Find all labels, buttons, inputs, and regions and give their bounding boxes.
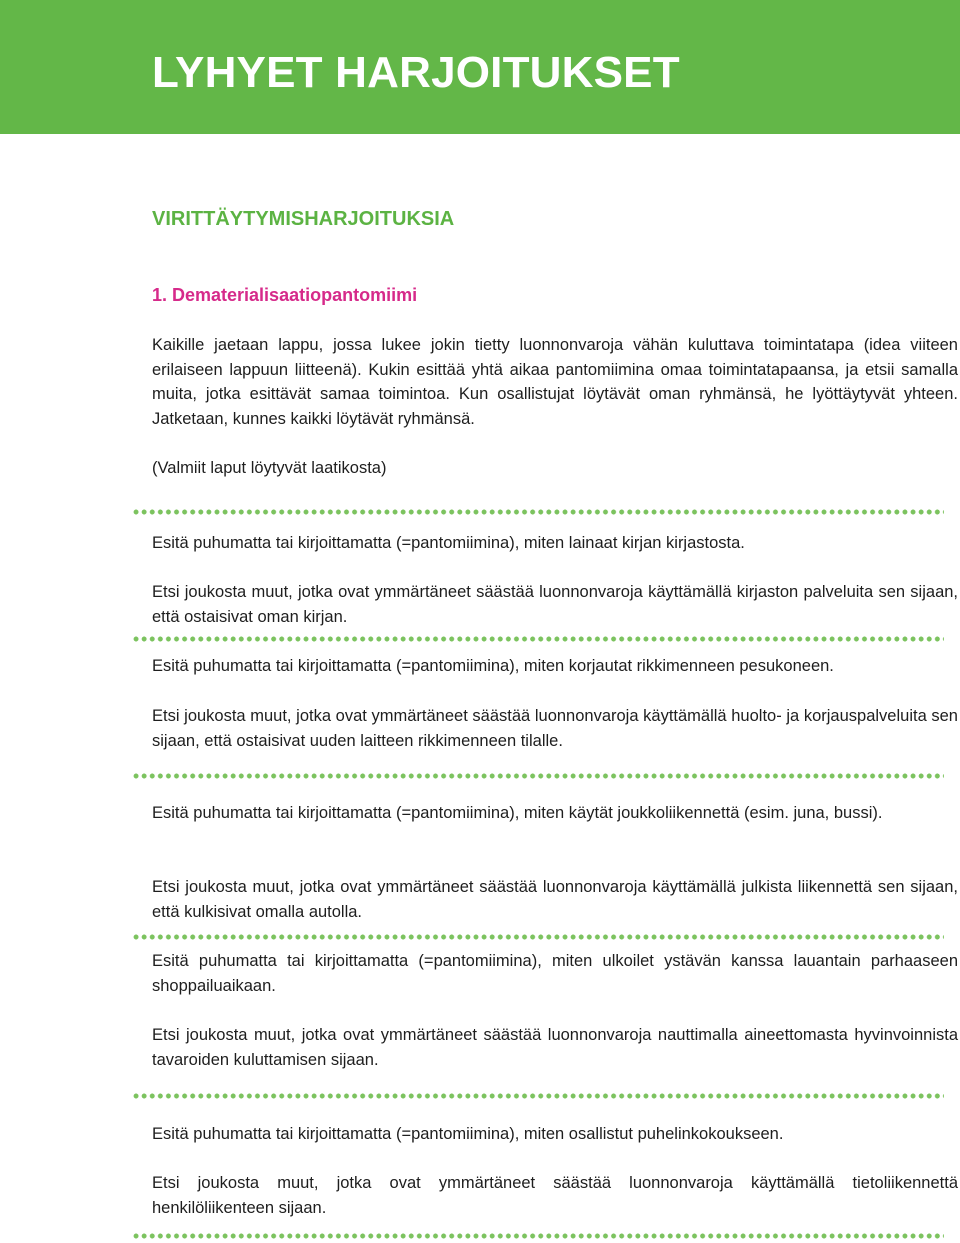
card-5-find: Etsi joukosta muut, jotka ovat ymmärtäneet säästää luonnonvaroja käyttämällä tietoliikennettä henkilöliikenteen sijaan. bbox=[152, 1174, 958, 1217]
exercise-description: Kaikille jaetaan lappu, jossa lukee jokin tietty luonnonvaroja vähän kuluttava toimintatapa (idea viiteen erilaiseen lappuun liitteenä). Kukin esittää yhtä aikaa pantomiimina omaa toimintatapaansa, ja etsii samalla muita, jotka esittävät samaa toimintoa. Kun osallistujat löytävät oman ryhmänsä, he lyöttäytyvät yhteen. Jatketaan, kunnes kaikki löytävät ryhmänsä. bbox=[152, 336, 958, 428]
card-3-find: Etsi joukosta muut, jotka ovat ymmärtäneet säästää luonnonvaroja käyttämällä julkista liikennettä sen sijaan, että kulkisivat omalla autolla. bbox=[152, 878, 958, 921]
card-1-find: Etsi joukosta muut, jotka ovat ymmärtäneet säästää luonnonvaroja käyttämällä kirjaston palveluita sen sijaan, että ostaisivat oman kirjan. bbox=[152, 583, 958, 626]
divider-dots bbox=[132, 1233, 944, 1239]
card-3-act: Esitä puhumatta tai kirjoittamatta (=pantomiimina), miten käytät joukkoliikennettä (esim. juna, bussi). bbox=[152, 804, 883, 822]
card-4-find: Etsi joukosta muut, jotka ovat ymmärtäneet säästää luonnonvaroja nauttimalla aineettomasta hyvinvoinnista tavaroiden kuluttamisen sijaan. bbox=[152, 1026, 958, 1069]
section-title: VIRITTÄYTYMISHARJOITUKSIA bbox=[152, 208, 455, 230]
divider-dots bbox=[132, 1093, 944, 1099]
exercise-title: 1. Dematerialisaatiopantomiimi bbox=[152, 285, 418, 305]
card-4-act: Esitä puhumatta tai kirjoittamatta (=pantomiimina), miten ulkoilet ystävän kanssa lauantain parhaaseen shoppailuaikaan. bbox=[152, 952, 958, 995]
divider-dots bbox=[132, 636, 944, 642]
card-2-find: Etsi joukosta muut, jotka ovat ymmärtäneet säästää luonnonvaroja käyttämällä huolto- ja korjauspalveluita sen sijaan, että ostaisivat uuden laitteen rikkimenneen tilalle. bbox=[152, 707, 958, 750]
divider-dots bbox=[132, 509, 944, 515]
card-2-act: Esitä puhumatta tai kirjoittamatta (=pantomiimina), miten korjautat rikkimenneen pesukoneen. bbox=[152, 657, 834, 675]
page-title: LYHYET HARJOITUKSET bbox=[152, 48, 680, 97]
exercise-note: (Valmiit laput löytyvät laatikosta) bbox=[152, 459, 387, 477]
divider-dots bbox=[132, 773, 944, 779]
card-1-act: Esitä puhumatta tai kirjoittamatta (=pantomiimina), miten lainaat kirjan kirjastosta. bbox=[152, 534, 745, 552]
divider-dots bbox=[132, 934, 944, 940]
header-banner bbox=[0, 0, 960, 134]
card-5-act: Esitä puhumatta tai kirjoittamatta (=pantomiimina), miten osallistut puhelinkokoukseen. bbox=[152, 1125, 784, 1143]
